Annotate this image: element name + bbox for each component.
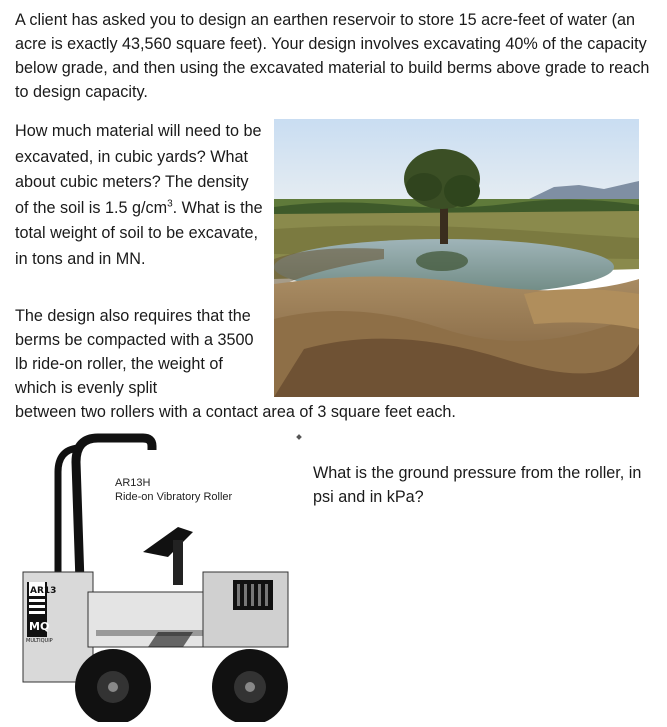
question-roller-contact: between two rollers with a contact area of 3 square feet each.: [15, 403, 456, 421]
side-label-text: AR13: [30, 586, 57, 596]
question-excavation: [15, 119, 265, 272]
roller-illustration: [18, 432, 308, 722]
question-roller-setup: The design also requires that the berms be compacted with a 3500 lb ride-on roller, the weight of which is evenly split: [15, 307, 254, 397]
question-excavation-text: How much material will need to be excavated, in cubic yards? What about cubic meters? The density of the soil is 1.5 g/cm: [15, 122, 262, 217]
reservoir-photo: [274, 119, 639, 397]
density-exponent: 3: [167, 198, 173, 210]
question-excavation-text-end: . What is the total weight of soil to be excavate, in tons and in MN.: [15, 198, 263, 268]
question-ground-pressure: What is the ground pressure from the roller, in psi and in kPa?: [313, 464, 642, 506]
roller-model-label: AR13H: [115, 477, 151, 489]
brand-name-text: MULTIQUIP: [26, 638, 53, 644]
intro-paragraph: A client has asked you to design an earthen reservoir to store 15 acre-feet of water (an acre is exactly 43,560 square feet). Your design involves excavating 40% of the capacity below grade, and then using the excavated material to build berms above grade to reach to design capacity.: [15, 11, 650, 101]
brand-mark-text: MQ: [29, 620, 50, 633]
roller-description-label: Ride-on Vibratory Roller: [115, 491, 233, 503]
